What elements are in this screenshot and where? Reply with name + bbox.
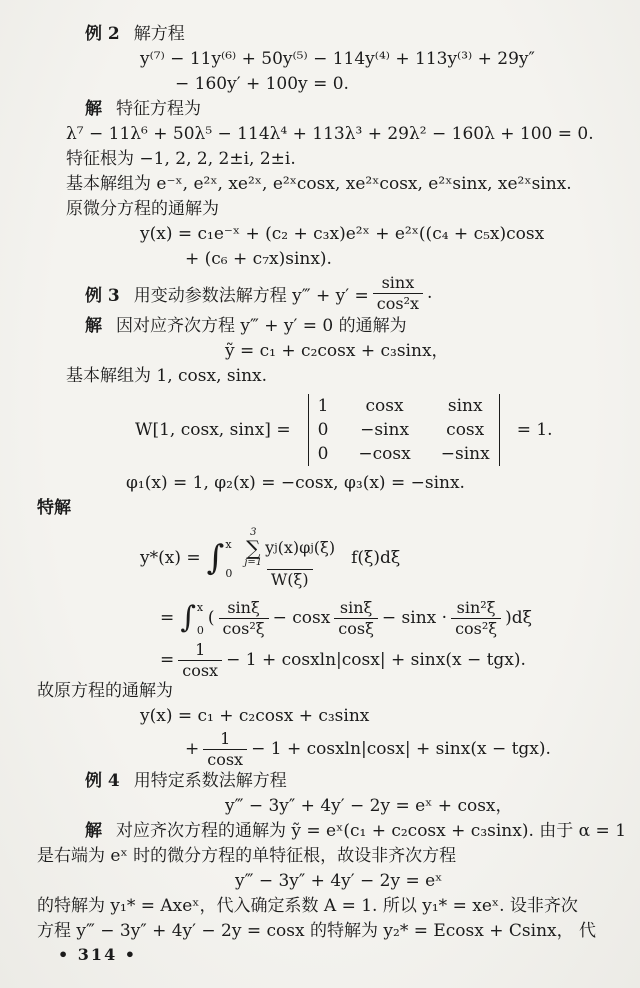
page-number: • 314 • (58, 945, 137, 964)
matrix-cell: 1 (317, 396, 329, 416)
determinant-left-bar (308, 394, 309, 466)
one-over-cosx-fraction (203, 730, 247, 768)
ex4-title: 用特定系数法解方程 (133, 771, 287, 791)
subscript-j: j (274, 540, 278, 554)
fraction-numerator: 1 (220, 728, 231, 748)
ex3-solution-label: 解 (85, 316, 102, 336)
sum-upper-limit: 3 (250, 526, 257, 538)
ex2-characteristic-equation: λ⁷ − 11λ⁶ + 50λ⁵ − 114λ⁴ + 113λ³ + 29λ² − 160λ + 100 = 0. (66, 124, 594, 144)
integral-limits (197, 600, 204, 636)
ex2-basis-line: 基本解组为 e⁻ˣ, e²ˣ, xe²ˣ, e²ˣcosx, xe²ˣcosx, e²ˣsinx, xe²ˣsinx. (66, 174, 572, 194)
fraction-numerator: sinx (381, 272, 415, 292)
ex3-conclusion-line2 (185, 729, 640, 769)
ex4-solution-intro (85, 819, 640, 844)
integral-upper-limit: x (225, 538, 232, 551)
ex4-equation: y‴ − 3y″ + 4y′ − 2y = eˣ + cosx， (225, 796, 513, 816)
concl2-tail: − 1 + cosxln|cosx| + sinx(x − tgx). (251, 739, 551, 759)
ex3-rhs-fraction (373, 274, 423, 312)
p2-middle-2: − sinx · (381, 608, 448, 628)
p2-close: )dξ (505, 608, 532, 628)
ex4-solution-label: 解 (85, 821, 102, 841)
wronskian-rhs: = 1. (516, 420, 553, 440)
fraction-numerator: sinξ (339, 597, 373, 617)
fraction-numerator (240, 528, 339, 569)
ex4-label: 例 4 (85, 771, 120, 791)
fraction-denominator: cosξ (334, 618, 378, 638)
fraction-denominator: W(ξ) (267, 569, 313, 589)
ex3-label: 例 3 (85, 285, 120, 306)
integral-sign: ∫ (206, 538, 225, 578)
numerator-term: (ξ) (313, 537, 336, 557)
wronskian-equation (135, 389, 640, 471)
p3-tail: − 1 + cosxln|cosx| + sinx(x − tgx). (226, 650, 526, 670)
ex3-basis-line: 基本解组为 1, cosx, sinx. (66, 366, 268, 386)
ex3-homogeneous-solution: ỹ = c₁ + c₂cosx + c₃sinx， (225, 341, 449, 361)
matrix-cell: 0 (317, 444, 329, 464)
ex3-rhs-period: . (427, 283, 433, 303)
fraction-1 (219, 599, 269, 637)
fraction-denominator: cos²ξ (219, 618, 269, 638)
integral-sign: ∫ (180, 600, 196, 635)
sum-lower-limit: j=1 (244, 556, 263, 568)
p3-equals: = (160, 650, 175, 670)
ex4-solution-text: 对应齐次方程的通解为 ỹ = eˣ(c₁ + c₂cosx + c₃sinx). 由于 α = 1 (116, 821, 627, 841)
ex4-heading (85, 769, 640, 794)
integral-lower-limit: 0 (225, 567, 233, 580)
ex3-conclusion-line1: y(x) = c₁ + c₂cosx + c₃sinx (140, 706, 370, 726)
fraction-denominator: cosx (203, 749, 247, 769)
one-over-cosx-fraction (178, 641, 222, 679)
summation (244, 528, 262, 568)
concl2-plus: + (185, 739, 200, 759)
determinant-right-bar (499, 394, 500, 466)
matrix-cell: 0 (317, 420, 329, 440)
phi-functions-line: φ₁(x) = 1, φ₂(x) = −cosx, φ₃(x) = −sinx. (126, 473, 465, 493)
matrix-cell: −sinx (440, 444, 490, 464)
ex2-solution-intro (85, 97, 640, 122)
ex2-roots-line: 特征根为 −1, 2, 2, 2±i, 2±i. (66, 149, 296, 169)
ex4-paragraph-line2: 是右端为 eˣ 时的微分方程的单特征根，故设非齐次方程 (37, 846, 457, 866)
ex2-general-solution-intro: 原微分方程的通解为 (66, 199, 219, 219)
numerator-term: (x)φ (277, 537, 311, 557)
ex3-conclusion-intro: 故原方程的通解为 (37, 681, 173, 701)
p2-open-paren: ( (207, 608, 215, 628)
ex2-equation-line2: − 160y′ + 100y = 0. (175, 74, 349, 94)
ex2-equation-line1: y⁽⁷⁾ − 11y⁽⁶⁾ + 50y⁽⁵⁾ − 114y⁽⁴⁾ + 113y⁽³⁾ + 29y″ (140, 49, 535, 69)
p1-tail: f(ξ)dξ (351, 548, 401, 568)
particular-solution-label: 特解 (37, 498, 71, 518)
ex2-general-solution-line1: y(x) = c₁e⁻ˣ + (c₂ + c₃x)e²ˣ + e²ˣ((c₄ + c₅x)cosx (140, 224, 545, 244)
ex2-title: 解方程 (133, 24, 185, 44)
p2-middle-1: − cosx (272, 608, 331, 628)
matrix-cell: −cosx (358, 444, 411, 464)
ex4-paragraph-line4: 方程 y‴ − 3y″ + 4y′ − 2y = cosx 的特解为 y₂* = Ecosx + Csinx， 代 (37, 921, 597, 941)
matrix-cell: −sinx (360, 420, 410, 440)
matrix-cell: sinx (447, 396, 483, 416)
ex4-paragraph-line3: 的特解为 y₁* = Axeˣ，代入确定系数 A = 1. 所以 y₁* = xeˣ. 设非齐次 (37, 896, 578, 916)
matrix-cell: cosx (446, 420, 485, 440)
fraction-denominator: cos²x (373, 293, 423, 313)
numerator-term: y (265, 537, 275, 557)
fraction-denominator: cosx (178, 660, 222, 680)
ex2-solution-label: 解 (85, 99, 102, 119)
particular-solution-step2 (160, 595, 640, 641)
subscript-j: j (310, 540, 314, 554)
ex3-title: 用变动参数法解方程 y‴ + y′ = (133, 285, 369, 306)
ex4-sub-equation: y‴ − 3y″ + 4y′ − 2y = eˣ (235, 871, 443, 891)
ex2-label: 例 2 (85, 24, 120, 44)
sum-fraction (240, 528, 339, 589)
wronskian-lhs: W[1, cosx, sinx] = (135, 420, 291, 440)
fraction-2 (334, 599, 378, 637)
particular-solution-step3 (160, 641, 640, 679)
particular-solution-step1 (140, 521, 640, 595)
integral-limits (225, 537, 232, 579)
p1-lhs: y*(x) = (140, 548, 201, 568)
determinant-matrix (318, 394, 490, 466)
ex3-homogeneous-intro: 因对应齐次方程 y‴ + y′ = 0 的通解为 (116, 316, 407, 336)
fraction-denominator: cos²ξ (451, 618, 501, 638)
sum-sign: ∑ (246, 535, 261, 560)
fraction-numerator: sin²ξ (456, 597, 496, 617)
ex3-solution-intro (85, 314, 640, 339)
ex2-heading (85, 22, 640, 47)
ex2-general-solution-line2: + (c₆ + c₇x)sinx). (185, 249, 332, 269)
matrix-cell: cosx (365, 396, 404, 416)
fraction-numerator: sinξ (227, 597, 260, 617)
integral-lower-limit: 0 (196, 624, 204, 637)
integral-upper-limit: x (196, 601, 204, 614)
ex3-heading (85, 272, 640, 314)
p2-equals: = (160, 608, 175, 628)
ex2-char-eq-intro: 特征方程为 (116, 99, 201, 119)
fraction-numerator: 1 (195, 639, 206, 659)
determinant (299, 394, 509, 466)
fraction-3 (451, 599, 501, 637)
